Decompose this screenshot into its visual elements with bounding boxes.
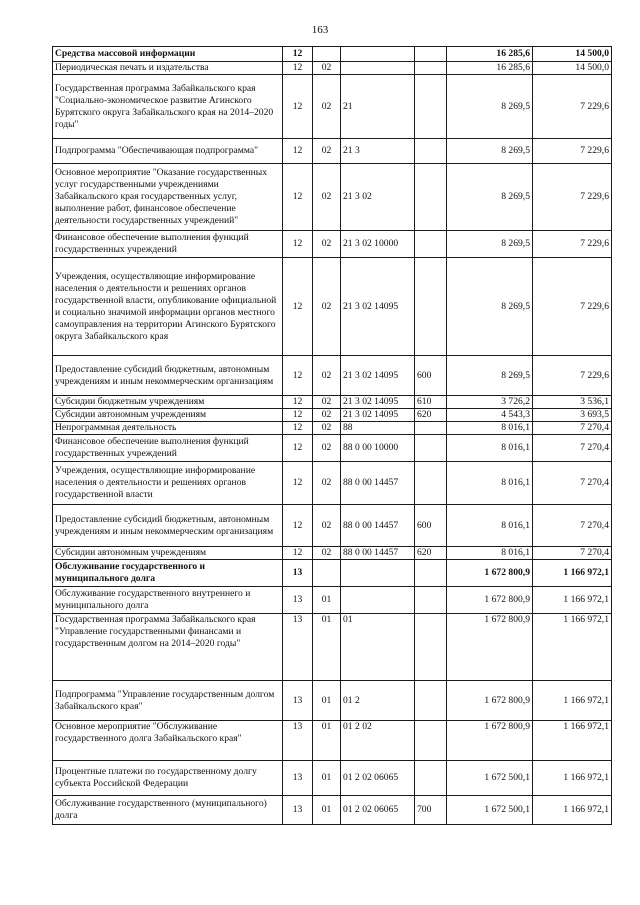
row-amount-year1-cell: 3 726,2 [447,396,533,409]
row-amount-year1-cell: 8 016,1 [447,547,533,560]
row-amount-year2-cell: 7 270,4 [533,505,612,547]
row-subsection-cell: 02 [313,547,341,560]
row-target-article-cell: 21 3 [341,139,415,164]
budget-table [52,46,612,825]
row-expense-type-cell [415,681,447,721]
table-row [53,356,612,396]
row-expense-type-cell [415,164,447,231]
row-section-cell: 12 [283,258,313,356]
row-amount-year1-cell: 1 672 500,1 [447,761,533,796]
row-subsection-cell: 01 [313,796,341,825]
row-amount-year2-cell: 14 500,0 [533,47,612,62]
row-amount-year1-cell: 1 672 800,9 [447,614,533,681]
row-name-cell: Основное мероприятие "Обслуживание государственного долга Забайкальского края" [53,721,283,761]
table-row [53,409,612,422]
table-row [53,681,612,721]
row-name-cell: Субсидии бюджетным учреждениям [53,396,283,409]
row-target-article-cell: 21 3 02 14095 [341,258,415,356]
row-amount-year2-cell: 7 270,4 [533,547,612,560]
row-section-cell: 12 [283,396,313,409]
row-expense-type-cell [415,560,447,587]
row-subsection-cell: 02 [313,505,341,547]
row-amount-year2-cell: 7 229,6 [533,356,612,396]
table-row [53,462,612,505]
row-subsection-cell [313,47,341,62]
row-target-article-cell [341,560,415,587]
page-number: 163 [311,24,329,36]
row-name-cell: Субсидии автономным учреждениям [53,547,283,560]
row-amount-year2-cell: 7 229,6 [533,258,612,356]
row-amount-year1-cell: 8 269,5 [447,75,533,139]
row-amount-year2-cell: 1 166 972,1 [533,721,612,761]
row-name-cell: Учреждения, осуществляющие информирование населения о деятельности и решениях органов государственной власти, опубликование официальной и социально значимой информации органов местного самоуправления на территории Агинского Бурятского округа Забайкальского края [53,258,283,356]
row-subsection-cell [313,560,341,587]
table-row [53,47,612,62]
row-expense-type-cell [415,435,447,462]
row-expense-type-cell [415,761,447,796]
row-subsection-cell: 01 [313,721,341,761]
row-amount-year1-cell: 8 016,1 [447,462,533,505]
row-subsection-cell: 02 [313,396,341,409]
row-section-cell: 13 [283,587,313,614]
table-row [53,396,612,409]
row-target-article-cell: 21 [341,75,415,139]
row-amount-year2-cell: 1 166 972,1 [533,761,612,796]
row-expense-type-cell [415,721,447,761]
table-row [53,164,612,231]
row-target-article-cell: 21 3 02 14095 [341,409,415,422]
row-subsection-cell: 01 [313,681,341,721]
row-subsection-cell: 01 [313,761,341,796]
row-section-cell: 13 [283,681,313,721]
row-section-cell: 13 [283,560,313,587]
row-amount-year1-cell: 4 543,3 [447,409,533,422]
row-expense-type-cell: 620 [415,547,447,560]
row-target-article-cell: 01 2 02 06065 [341,761,415,796]
row-amount-year1-cell: 8 269,5 [447,258,533,356]
row-amount-year2-cell: 1 166 972,1 [533,614,612,681]
row-amount-year1-cell: 8 016,1 [447,435,533,462]
row-subsection-cell: 02 [313,435,341,462]
row-amount-year2-cell: 7 229,6 [533,164,612,231]
table-row [53,796,612,825]
row-expense-type-cell [415,62,447,75]
row-amount-year2-cell: 7 270,4 [533,462,612,505]
row-name-cell: Учреждения, осуществляющие информирование населения о деятельности и решениях органов государственной власти [53,462,283,505]
row-name-cell: Обслуживание государственного (муниципального) долга [53,796,283,825]
row-target-article-cell: 01 [341,614,415,681]
row-section-cell: 12 [283,139,313,164]
row-name-cell: Обслуживание государственного внутреннего и муниципального долга [53,587,283,614]
row-section-cell: 13 [283,796,313,825]
row-section-cell: 12 [283,435,313,462]
row-target-article-cell: 88 [341,422,415,435]
row-amount-year2-cell: 7 270,4 [533,435,612,462]
table-row [53,231,612,258]
row-subsection-cell: 01 [313,614,341,681]
row-target-article-cell: 21 3 02 [341,164,415,231]
row-section-cell: 12 [283,547,313,560]
row-expense-type-cell [415,75,447,139]
row-amount-year2-cell: 3 693,5 [533,409,612,422]
row-subsection-cell: 02 [313,75,341,139]
table-row [53,761,612,796]
row-section-cell: 12 [283,47,313,62]
row-section-cell: 13 [283,614,313,681]
row-amount-year2-cell: 3 536,1 [533,396,612,409]
row-name-cell: Процентные платежи по государственному долгу субъекта Российской Федерации [53,761,283,796]
row-name-cell: Предоставление субсидий бюджетным, автономным учреждениям и иным некоммерческим организациям [53,356,283,396]
row-name-cell: Средства массовой информации [53,47,283,62]
row-amount-year1-cell: 8 269,5 [447,356,533,396]
row-amount-year1-cell: 8 269,5 [447,231,533,258]
table-row [53,139,612,164]
row-subsection-cell: 01 [313,587,341,614]
row-name-cell: Непрограммная деятельность [53,422,283,435]
row-target-article-cell: 88 0 00 14457 [341,547,415,560]
row-amount-year1-cell: 1 672 500,1 [447,796,533,825]
row-section-cell: 12 [283,505,313,547]
row-amount-year1-cell: 8 269,5 [447,164,533,231]
row-subsection-cell: 02 [313,356,341,396]
row-amount-year1-cell: 16 285,6 [447,47,533,62]
row-expense-type-cell [415,47,447,62]
row-expense-type-cell [415,139,447,164]
table-row [53,435,612,462]
table-row [53,505,612,547]
row-amount-year2-cell: 1 166 972,1 [533,796,612,825]
row-amount-year2-cell: 7 270,4 [533,422,612,435]
row-expense-type-cell: 610 [415,396,447,409]
row-expense-type-cell [415,422,447,435]
row-section-cell: 13 [283,761,313,796]
row-target-article-cell: 88 0 00 14457 [341,462,415,505]
row-amount-year2-cell: 1 166 972,1 [533,681,612,721]
table-row [53,560,612,587]
row-section-cell: 12 [283,62,313,75]
row-subsection-cell: 02 [313,462,341,505]
table-row [53,547,612,560]
row-name-cell: Финансовое обеспечение выполнения функций государственных учреждений [53,435,283,462]
row-amount-year2-cell: 1 166 972,1 [533,560,612,587]
row-amount-year2-cell: 7 229,6 [533,75,612,139]
row-section-cell: 12 [283,231,313,258]
row-target-article-cell [341,62,415,75]
row-target-article-cell: 88 0 00 10000 [341,435,415,462]
row-target-article-cell: 21 3 02 14095 [341,356,415,396]
row-expense-type-cell: 600 [415,505,447,547]
table-row [53,721,612,761]
row-target-article-cell [341,587,415,614]
row-target-article-cell [341,47,415,62]
row-subsection-cell: 02 [313,409,341,422]
row-expense-type-cell [415,587,447,614]
row-section-cell: 12 [283,422,313,435]
row-expense-type-cell [415,614,447,681]
row-target-article-cell: 88 0 00 14457 [341,505,415,547]
row-amount-year2-cell: 1 166 972,1 [533,587,612,614]
row-name-cell: Основное мероприятие "Оказание государственных услуг государственными учреждениями Забайкальского края государственных услуг, выполнение работ, финансовое обеспечение деятельности государственных учреждений" [53,164,283,231]
row-section-cell: 13 [283,721,313,761]
row-subsection-cell: 02 [313,258,341,356]
row-subsection-cell: 02 [313,422,341,435]
row-name-cell: Обслуживание государственного и муниципального долга [53,560,283,587]
row-name-cell: Государственная программа Забайкальского края "Социально-экономическое развитие Агинского Бурятского округа Забайкальского края на 2014–2020 годы" [53,75,283,139]
row-section-cell: 12 [283,409,313,422]
row-section-cell: 12 [283,164,313,231]
row-expense-type-cell [415,258,447,356]
row-name-cell: Государственная программа Забайкальского края "Управление государственными финансами и государственным долгом на 2014–2020 годы" [53,614,283,681]
table-row [53,75,612,139]
row-target-article-cell: 21 3 02 10000 [341,231,415,258]
row-target-article-cell: 01 2 [341,681,415,721]
row-amount-year1-cell: 1 672 800,9 [447,681,533,721]
row-expense-type-cell: 700 [415,796,447,825]
row-amount-year1-cell: 1 672 800,9 [447,587,533,614]
row-amount-year1-cell: 16 285,6 [447,62,533,75]
row-section-cell: 12 [283,462,313,505]
row-target-article-cell: 21 3 02 14095 [341,396,415,409]
row-amount-year2-cell: 14 500,0 [533,62,612,75]
row-subsection-cell: 02 [313,139,341,164]
row-amount-year1-cell: 1 672 800,9 [447,721,533,761]
table-row [53,258,612,356]
row-expense-type-cell: 620 [415,409,447,422]
row-target-article-cell: 01 2 02 [341,721,415,761]
row-amount-year1-cell: 8 016,1 [447,422,533,435]
row-amount-year2-cell: 7 229,6 [533,139,612,164]
row-expense-type-cell: 600 [415,356,447,396]
row-amount-year1-cell: 1 672 800,9 [447,560,533,587]
row-section-cell: 12 [283,356,313,396]
row-amount-year2-cell: 7 229,6 [533,231,612,258]
row-name-cell: Периодическая печать и издательства [53,62,283,75]
row-name-cell: Субсидии автономным учреждениям [53,409,283,422]
row-expense-type-cell [415,231,447,258]
table-row [53,614,612,681]
row-section-cell: 12 [283,75,313,139]
table-row [53,587,612,614]
row-amount-year1-cell: 8 016,1 [447,505,533,547]
row-name-cell: Предоставление субсидий бюджетным, автономным учреждениям и иным некоммерческим организациям [53,505,283,547]
row-subsection-cell: 02 [313,231,341,258]
row-subsection-cell: 02 [313,164,341,231]
table-row [53,422,612,435]
table-row [53,62,612,75]
row-name-cell: Подпрограмма "Управление государственным долгом Забайкальского края" [53,681,283,721]
row-target-article-cell: 01 2 02 06065 [341,796,415,825]
row-name-cell: Подпрограмма "Обеспечивающая подпрограмма" [53,139,283,164]
row-subsection-cell: 02 [313,62,341,75]
row-expense-type-cell [415,462,447,505]
row-amount-year1-cell: 8 269,5 [447,139,533,164]
row-name-cell: Финансовое обеспечение выполнения функций государственных учреждений [53,231,283,258]
